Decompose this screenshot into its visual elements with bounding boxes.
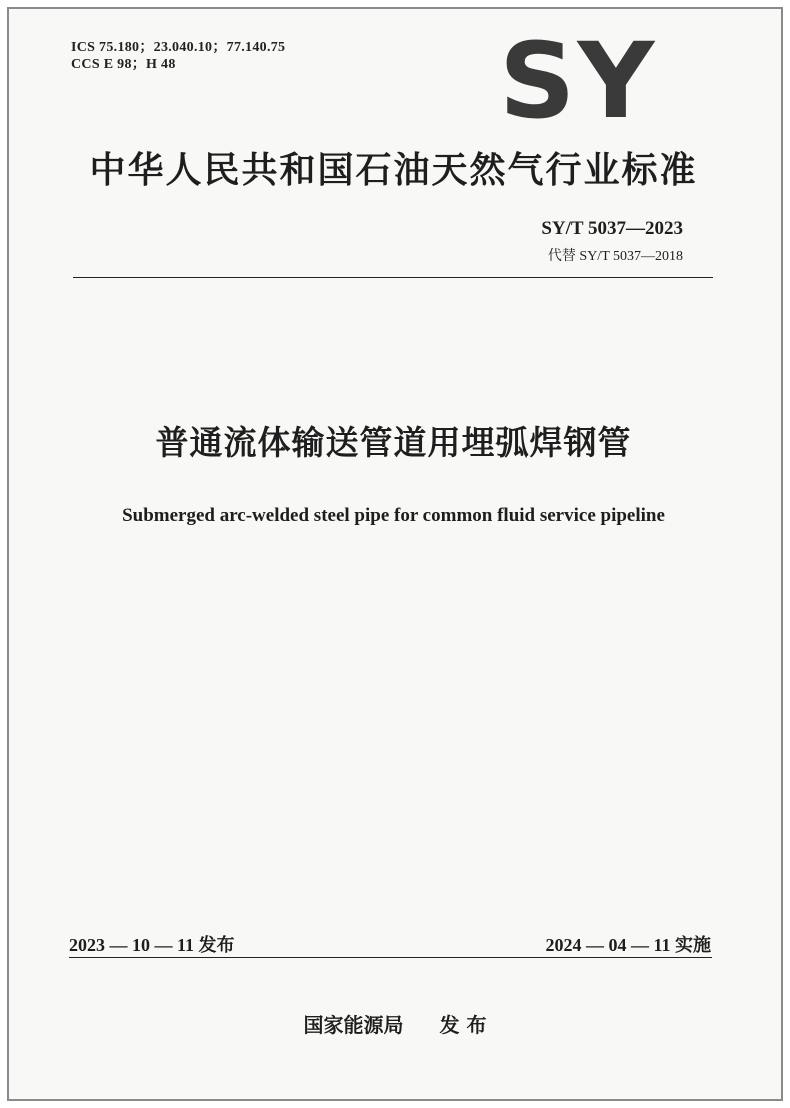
issue-date: 2023 — 10 — 11 发布 (69, 935, 235, 955)
bottom-divider (69, 957, 712, 958)
document-page (7, 7, 783, 1101)
chinese-title: 普通流体输送管道用埋弧焊钢管 (155, 423, 632, 462)
publisher-action: 发 布 (439, 1013, 487, 1037)
ccs-code: CCS E 98；H 48 (71, 57, 176, 72)
publisher-line (9, 1009, 781, 1038)
top-divider (73, 277, 713, 278)
effective-date: 2024 — 04 — 11 实施 (545, 935, 711, 955)
publisher-name: 国家能源局 (303, 1013, 404, 1037)
english-title: Submerged arc-welded steel pipe for common fluid service pipeline (122, 505, 665, 526)
industry-standard-title: 中华人民共和国石油天然气行业标准 (89, 150, 698, 191)
ics-code: ICS 75.180；23.040.10；77.140.75 (71, 40, 286, 55)
replaces-standard: 代替 SY/T 5037—2018 (547, 249, 683, 264)
sy-logo: SY (499, 20, 657, 142)
standard-number: SY/T 5037—2023 (541, 218, 683, 239)
